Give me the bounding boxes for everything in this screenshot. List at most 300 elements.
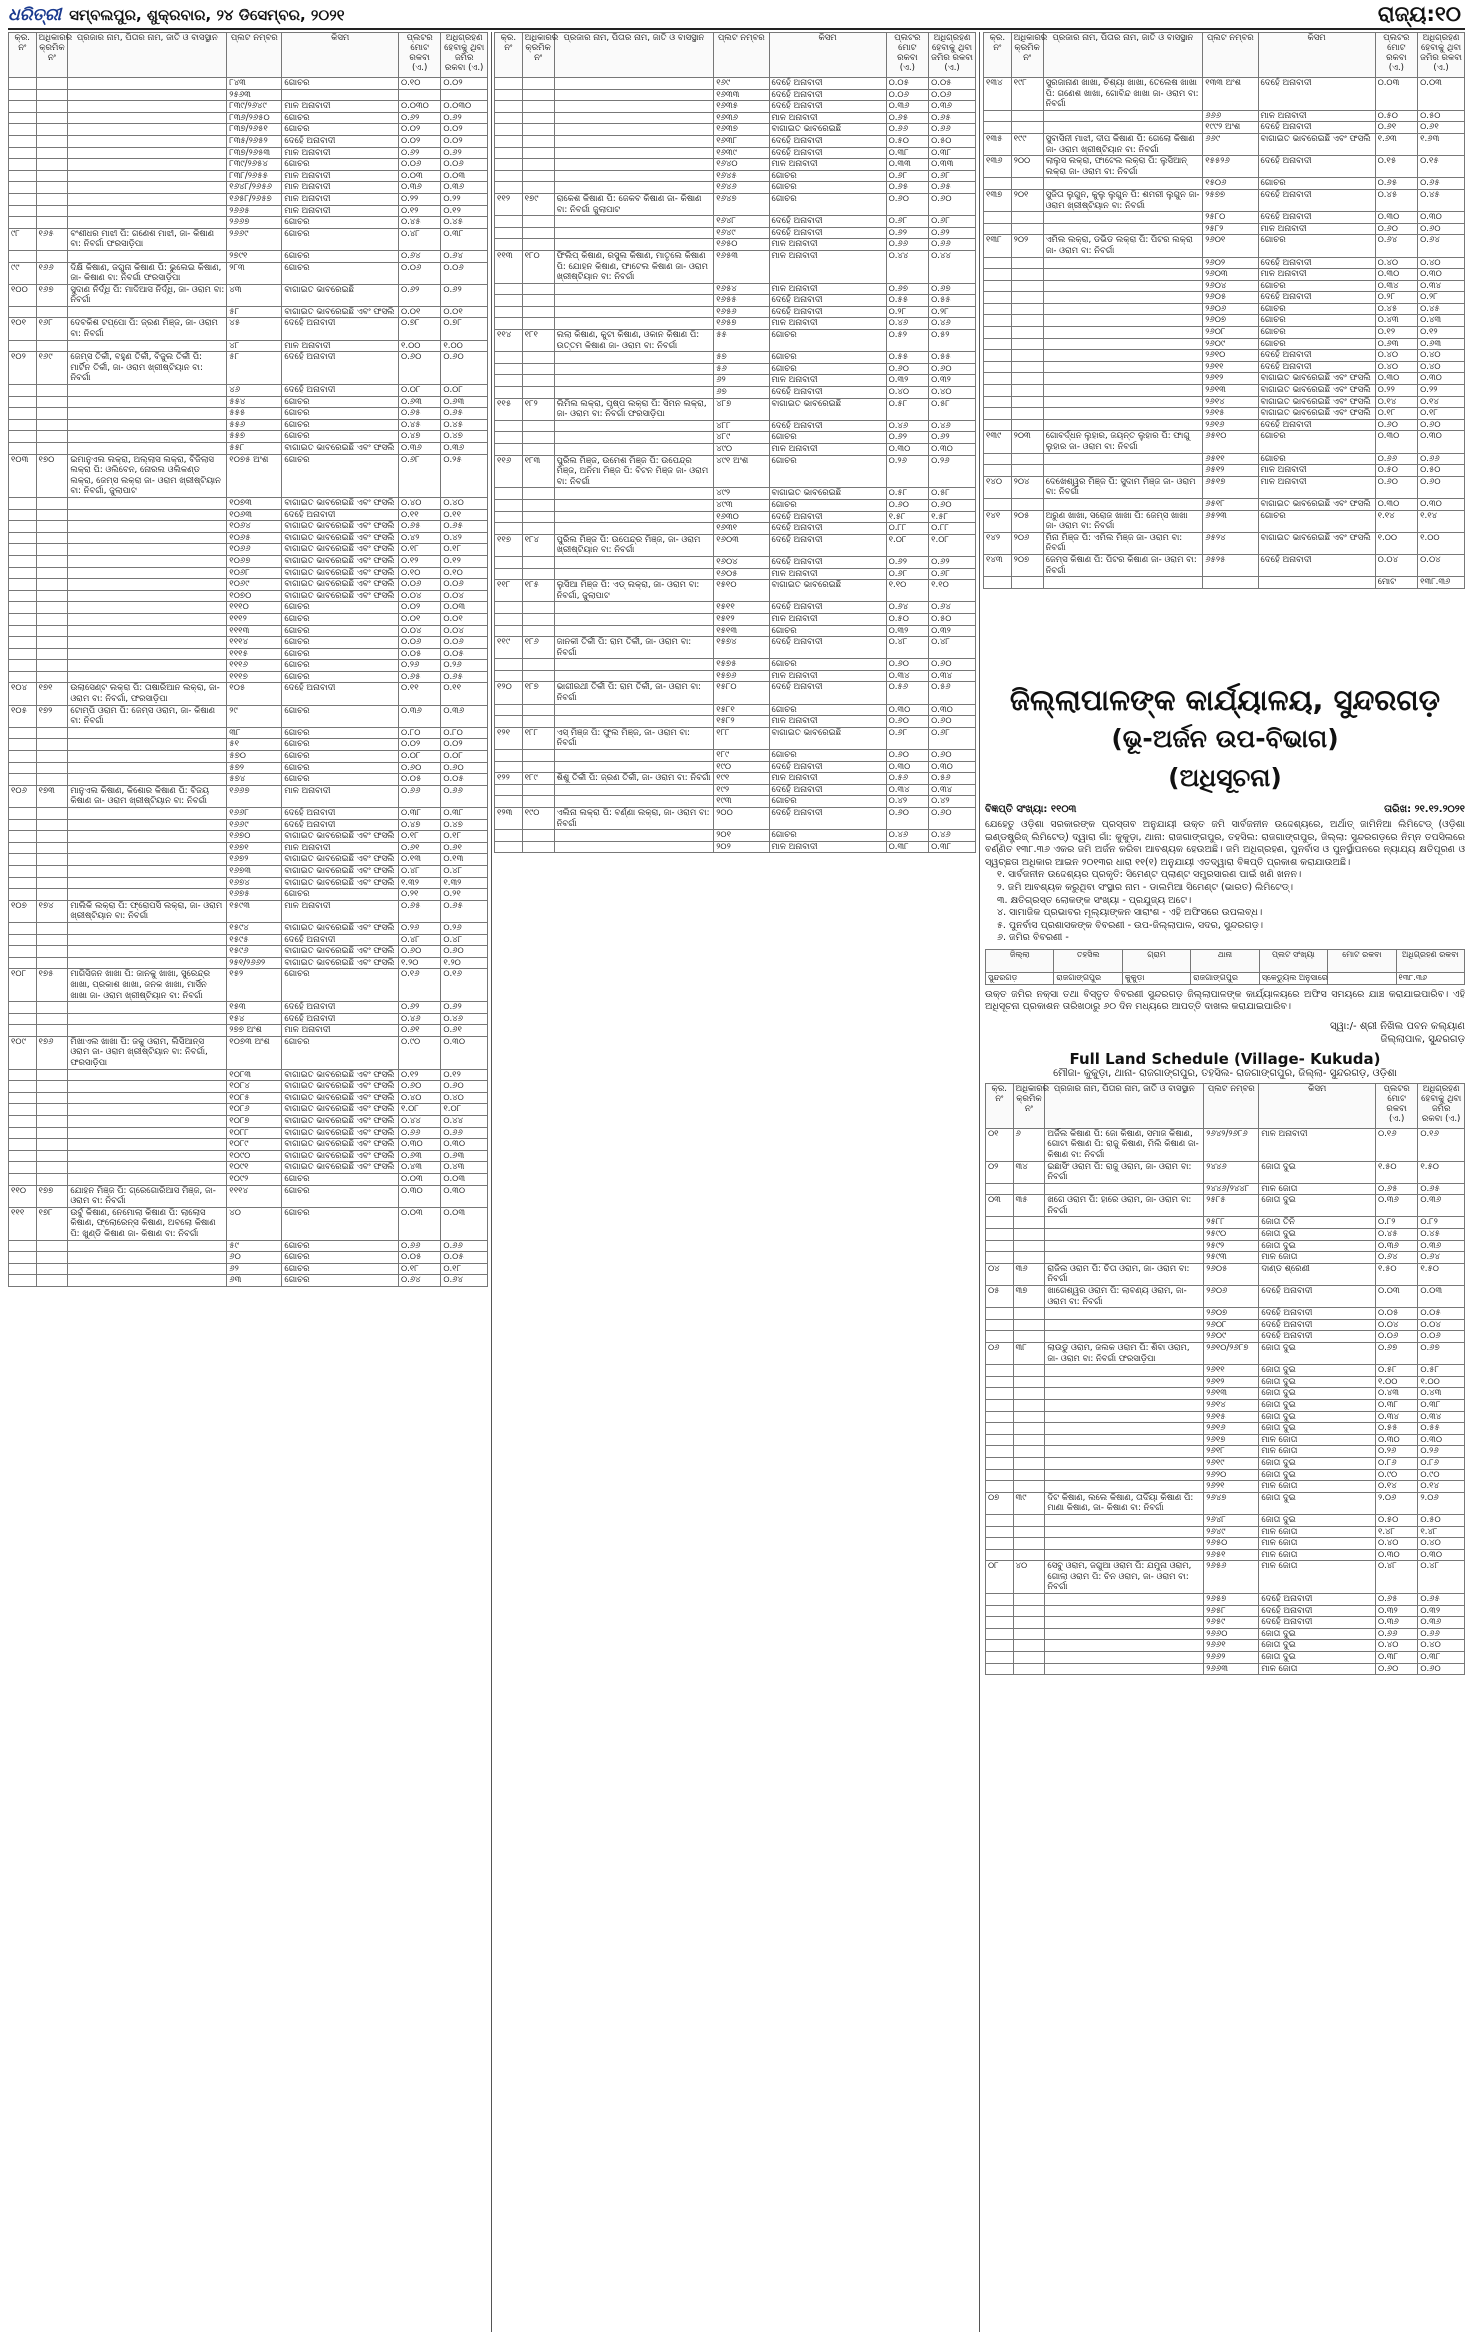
table-cell <box>68 182 227 194</box>
table-cell: ଗୋଚର <box>769 830 886 842</box>
table-cell: ୧୯୩ <box>714 796 769 808</box>
table-cell <box>554 488 714 500</box>
table-cell: ୫୯ <box>227 1240 282 1252</box>
table-cell: ମାଳ ଜୋତା <box>1259 1538 1376 1550</box>
table-cell: ୧.୨୦ <box>441 957 488 969</box>
table-row <box>495 499 976 511</box>
table-cell: ୦.୦୩ <box>1375 78 1418 111</box>
table-cell: ୦.୪୨ <box>441 532 488 544</box>
table-cell: ଜୋତା ଦୁଇ <box>1259 1399 1376 1411</box>
table-row <box>495 375 976 387</box>
table-cell <box>522 387 554 399</box>
table-cell <box>522 796 554 808</box>
table-cell <box>1045 1365 1204 1377</box>
table-row <box>986 1481 1465 1493</box>
table-cell: ୦.୪୫ <box>398 217 440 229</box>
land-table-3 <box>983 32 1465 589</box>
table-cell <box>495 420 523 432</box>
table-cell: ୦.୩୨ <box>1418 1605 1465 1617</box>
table-cell: ୨୫୮୮ <box>1204 1217 1259 1229</box>
table-cell: ୨୬୫୧ <box>1204 1549 1259 1561</box>
table-cell: ୧.୪୮ <box>1375 1526 1417 1538</box>
table-cell: ବାଗାଇତ ଭାବରେଇଛି ଏବଂ ଫସଲି <box>282 443 399 455</box>
column-header: ପ୍ଲଟ ନମ୍ବର <box>1204 1083 1259 1128</box>
table-cell <box>522 306 554 318</box>
table-cell: ୦.୩୬ <box>398 705 440 727</box>
table-cell <box>1045 1388 1204 1400</box>
table-cell: ଗୋଚର <box>769 193 886 215</box>
table-cell: ୦.୩୦ <box>1418 431 1465 453</box>
table-cell <box>986 1481 1014 1493</box>
table-cell <box>1045 1252 1204 1264</box>
table-row <box>495 534 976 556</box>
table-cell <box>986 1229 1014 1241</box>
table-cell: ଗୋଚର <box>1258 431 1375 453</box>
column-header: ପ୍ଲଟର ମୋଟ ରକବା (ଏ.) <box>1375 33 1418 78</box>
table-cell: ୦.୦୧ <box>441 306 488 318</box>
table-cell <box>984 223 1012 235</box>
table-row <box>986 1514 1465 1526</box>
table-cell <box>522 159 554 171</box>
table-cell: ୩୯ <box>1013 1492 1045 1514</box>
table-cell: ମାଳ ଜୋତା <box>1259 1446 1376 1458</box>
table-cell: ୧୮୯ <box>522 773 554 785</box>
table-cell: ବାଗାଇତ ଭାବରେଇଛି <box>282 284 399 306</box>
table-cell: ୦.୬୩ <box>398 396 440 408</box>
table-cell: ମାଳ ଅନାବାଦୀ <box>769 283 886 295</box>
table-cell: ୦.୬୬ <box>1418 1628 1465 1640</box>
table-cell <box>495 112 523 124</box>
table-cell: ଜୋତା ଦୁଇ <box>1259 1343 1376 1365</box>
table-cell <box>1045 1481 1204 1493</box>
table-cell: ଦେହେଁ ଅନାବାଦୀ <box>769 523 886 535</box>
table-cell: ଗୋଚର <box>769 432 886 444</box>
table-row <box>9 808 488 820</box>
table-cell: ୦.୭୮ <box>398 318 440 340</box>
table-cell: ୦.୬୨ <box>441 112 488 124</box>
table-cell <box>522 239 554 251</box>
table-cell <box>68 579 227 591</box>
table-cell <box>9 1240 37 1252</box>
table-cell <box>36 625 68 637</box>
table-cell: ଗୋଚର <box>282 419 399 431</box>
table-cell: ମାଳ ଅନାବାଦୀ <box>769 375 886 387</box>
table-cell <box>984 361 1012 373</box>
table-cell: ୧୮୯ <box>714 750 769 762</box>
table-cell: ୦.୬୬ <box>1418 453 1465 465</box>
table-cell <box>984 408 1012 420</box>
table-row <box>986 1308 1465 1320</box>
table-cell <box>68 957 227 969</box>
table-cell: ୧୩୯ <box>984 431 1012 453</box>
table-cell: ଗୋଚର <box>1258 510 1375 532</box>
table-cell: ପୁରିଲ ମିଞ୍ଜ ପି: ଉପେନ୍ଦ୍ର ମିଞ୍ଜ, ଜା- ଓରାମ ଖ୍ରୀଷ୍ଟିୟାନ ବା: ନିବର୍ଗା <box>554 534 714 556</box>
table-row <box>984 465 1465 477</box>
table-cell: ୨୯ <box>227 705 282 727</box>
table-cell: ୦.୦୫ <box>441 774 488 786</box>
table-cell: ମାଳ ଜୋତା <box>1259 1549 1376 1561</box>
table-cell <box>9 819 37 831</box>
table-cell <box>984 315 1012 327</box>
table-row <box>495 625 976 637</box>
table-cell: ଜୋତା ଦୁଇ <box>1259 1161 1376 1183</box>
table-cell <box>495 432 523 444</box>
table-row <box>9 443 488 455</box>
table-cell <box>1013 1240 1045 1252</box>
table-cell: ୦.୩୮ <box>441 228 488 250</box>
table-row <box>9 1081 488 1093</box>
table-cell: ୦.୪୨ <box>398 532 440 544</box>
table-row <box>9 877 488 889</box>
table-cell: ୦.୬୨ <box>398 147 440 159</box>
table-cell: ୦.୫୮ <box>886 488 929 500</box>
table-cell <box>984 257 1012 269</box>
table-cell: ୦.୩୦ <box>1375 431 1418 453</box>
table-cell: ୦.୬୪ <box>886 602 929 614</box>
table-row <box>495 227 976 239</box>
table-cell: ୨୬୨୧ <box>1204 1481 1259 1493</box>
column-header: ପ୍ଲଟର ମୋଟ ରକବା (ଏ.) <box>1375 1083 1417 1128</box>
table-cell: ୦.୬୭ <box>1375 1343 1417 1365</box>
table-cell: ୦.୩୦ <box>1418 212 1465 224</box>
table-row <box>495 761 976 773</box>
table-cell: ୧୬୬୮ <box>227 808 282 820</box>
table-cell <box>9 625 37 637</box>
table-cell <box>984 396 1012 408</box>
table-cell: ୧୬୩୫ <box>714 101 769 113</box>
table-cell <box>9 831 37 843</box>
table-cell: ଗୋଚର <box>282 727 399 739</box>
table-row <box>986 1319 1465 1331</box>
table-cell: ଦେହେଁ ଅନାବାଦୀ <box>282 352 399 385</box>
table-cell <box>36 419 68 431</box>
notice-date: ତାରିଖ: ୨୧.୧୨.୨୦୨୧ <box>1384 804 1465 815</box>
table-cell <box>1045 1411 1204 1423</box>
table-cell: ଦେହେଁ ଅନାବାଦୀ <box>769 227 886 239</box>
table-cell <box>1045 1663 1204 1675</box>
table-cell <box>68 1069 227 1081</box>
table-cell: ୦.୦୬ <box>398 262 440 284</box>
table-cell: ମୋଟ <box>1375 577 1418 589</box>
table-cell <box>1045 1319 1204 1331</box>
table-cell: ୦.୨୬ <box>929 455 976 488</box>
table-cell: ୦.୫୫ <box>886 295 929 307</box>
table-cell <box>495 239 523 251</box>
table-cell: ୧୬୫୭ <box>714 318 769 330</box>
table-cell: ୧୨୦ <box>495 682 523 704</box>
table-cell <box>1045 1399 1204 1411</box>
table-row <box>495 455 976 488</box>
table-cell: ୧୯୯ <box>1011 133 1043 155</box>
table-cell: ୫୧ <box>227 739 282 751</box>
table-cell: ଦିକ୍ଷି କିଷାଣ, ଜଗୁନା କିଷାଣ ପି: ଭୁଲେଇ କିଷାଣ, ଜା- କିଷାଣ ବା: ନିବର୍ଗା ଫରସାଡ଼ିପା <box>68 262 227 284</box>
table-cell <box>1013 1308 1045 1320</box>
table-cell: ୦.୫୬ <box>929 682 976 704</box>
table-cell <box>36 544 68 556</box>
table-cell <box>1328 972 1396 984</box>
table-cell: ୦.୮୬ <box>1375 1457 1417 1469</box>
table-cell <box>554 830 714 842</box>
table-cell <box>986 1469 1014 1481</box>
table-cell: ଗୋଚର <box>769 499 886 511</box>
table-row <box>9 1207 488 1240</box>
column-header: ଅଧିକାରର କ୍ରମିକ ନଂ <box>36 33 68 78</box>
table-cell: ୦.୫୨ <box>929 330 976 352</box>
table-cell: ଗୋଚର <box>769 352 886 364</box>
table-cell: ୦.୩୦ <box>1375 1434 1417 1446</box>
table-cell: ୦.୪୮ <box>1375 1561 1417 1594</box>
table-cell: ୦.୬୫ <box>1375 178 1418 190</box>
column-header: ତହସିଲ <box>1054 949 1122 972</box>
table-cell: ମାଲିକି ଲକ୍ରା ପି: ଫ୍ରୋପସି ଲକ୍ରା, ଜା- ଓରାମ ଖ୍ରୀଷ୍ଟିୟାନ ବା: ନିବର୍ଗା <box>68 900 227 922</box>
table-cell: ୦.୨୬ <box>398 660 440 672</box>
table-cell <box>36 1263 68 1275</box>
table-cell <box>9 808 37 820</box>
acquisition-notice <box>985 680 1465 1675</box>
table-cell: ୦.୫୬ <box>929 773 976 785</box>
table-row <box>495 170 976 182</box>
table-cell: ୧୬୭୩ <box>227 865 282 877</box>
table-cell: ୦.୪୭ <box>441 819 488 831</box>
table-row <box>986 1399 1465 1411</box>
table-cell: ବାଗାଇତ ଭାବରେଇଛି <box>769 727 886 749</box>
table-cell: ୦.୨୨ <box>1418 385 1465 397</box>
table-cell <box>554 602 714 614</box>
table-cell: ୦.୨୬ <box>886 455 929 488</box>
table-row <box>9 497 488 509</box>
table-row <box>9 1263 488 1275</box>
table-cell <box>495 796 523 808</box>
table-row <box>986 1388 1465 1400</box>
table-cell: ୦.୪୦ <box>1418 257 1465 269</box>
table-cell <box>68 922 227 934</box>
table-row <box>9 762 488 774</box>
table-row <box>495 830 976 842</box>
table-cell <box>495 101 523 113</box>
table-cell: ବାଗାଇତ ଭାବରେଇଛି ଏବଂ ଫସଲି <box>1258 532 1375 554</box>
table-cell <box>68 443 227 455</box>
table-cell <box>9 1116 37 1128</box>
table-cell: ବାଗାଇତ ଭାବରେଇଛି ଏବଂ ଫସଲି <box>1258 408 1375 420</box>
table-cell: ଜୋତା ଦୁଇ <box>1259 1195 1376 1217</box>
table-cell: ୨୬୫୭ <box>1204 1594 1259 1606</box>
table-cell: ୧୧୩ <box>495 250 523 283</box>
table-cell <box>984 212 1012 224</box>
table-cell: ମାଳ ଜୋତା <box>1259 1526 1376 1538</box>
table-cell: ୫୭ <box>714 352 769 364</box>
table-cell: ୦.୪୬ <box>929 420 976 432</box>
table-cell: ୨୬୬୫ <box>227 205 282 217</box>
table-cell <box>36 808 68 820</box>
table-cell: ୦.୬୮ <box>886 727 929 749</box>
table-row <box>495 704 976 716</box>
table-cell: ୨୬୧୫ <box>1203 408 1258 420</box>
table-cell <box>1011 350 1043 362</box>
table-cell: ୧୬୦୩ <box>714 534 769 556</box>
table-cell <box>522 784 554 796</box>
page-label: ରାଜ୍ୟ:୧୦ <box>1377 2 1461 26</box>
table-cell: ଦେହେଁ ଅନାବାଦୀ <box>1259 1605 1376 1617</box>
table-cell: ୧୫୧୩ <box>714 625 769 637</box>
table-cell: ୦.୫୦ <box>1375 1514 1417 1526</box>
table-cell: ୨୬୦୭ <box>1203 315 1258 327</box>
table-cell: ୦.୬୫ <box>441 408 488 420</box>
table-row <box>986 1663 1465 1675</box>
table-cell <box>1043 280 1203 292</box>
table-cell: ୧୦୭୫ ଅଂଶ <box>227 454 282 497</box>
table-cell: ବାଗାଇତ ଭାବରେଇଛି ଏବଂ ଫସଲି <box>282 865 399 877</box>
table-cell <box>1011 122 1043 134</box>
table-cell: ୧୩୭ <box>984 189 1012 211</box>
table-cell: ୧୮୭ <box>522 682 554 704</box>
table-row <box>9 1139 488 1151</box>
table-cell: ଦେହେଁ ଅନାବାଦୀ <box>1258 189 1375 211</box>
table-cell <box>522 830 554 842</box>
table-cell: ଗୋଚର <box>282 112 399 124</box>
table-cell: ୦.୧୦ <box>441 567 488 579</box>
table-cell <box>984 419 1012 431</box>
table-cell: ୧୦୬୭ <box>227 555 282 567</box>
table-cell: ୧୧୧୬ <box>227 660 282 672</box>
table-header-row <box>986 1083 1465 1128</box>
table-row <box>9 454 488 497</box>
table-cell <box>68 193 227 205</box>
table-cell <box>68 842 227 854</box>
table-cell: ୦.୧୦ <box>398 78 440 90</box>
table-cell <box>36 1240 68 1252</box>
table-cell <box>68 544 227 556</box>
table-cell: ୬୩ <box>227 1275 282 1287</box>
table-cell: ୦.୦୧ <box>441 613 488 625</box>
table-row <box>495 387 976 399</box>
table-cell: ୦.୬୬ <box>929 124 976 136</box>
table-cell: ୧୬୮ <box>36 318 68 340</box>
table-cell: ୦.୩୪ <box>929 670 976 682</box>
table-cell: ୧୧୧୫ <box>227 648 282 660</box>
table-cell: ମାଳ ଜୋତା <box>1259 1434 1376 1446</box>
table-cell: ୦.୪୫ <box>398 419 440 431</box>
table-cell: ୧୧୬ <box>495 455 523 488</box>
table-cell: ୨.୦୬ <box>1375 1492 1417 1514</box>
table-cell: ଗୋଚର <box>769 750 886 762</box>
table-cell: ୦.୩୬ <box>929 101 976 113</box>
table-cell: ୨୬୪୯ <box>1204 1526 1259 1538</box>
table-cell: ୦.୩୦ <box>929 444 976 456</box>
table-cell <box>68 1150 227 1162</box>
table-row <box>9 89 488 101</box>
table-row <box>9 159 488 171</box>
table-row <box>986 1423 1465 1435</box>
table-row <box>495 602 976 614</box>
table-cell <box>986 1217 1014 1229</box>
table-cell: ୨୪୪୬ <box>1204 1161 1259 1183</box>
table-cell <box>36 1275 68 1287</box>
table-cell: ଗୋଚର <box>282 705 399 727</box>
table-cell <box>495 523 523 535</box>
table-row <box>986 1457 1465 1469</box>
table-cell: ୨୫୯୩ <box>1204 1252 1259 1264</box>
column-header: ଅଧିଗ୍ରହଣ ହେବାକୁ ଥିବା ଜମିର ରକବା (ଏ.) <box>929 33 976 78</box>
table-cell <box>986 1331 1014 1343</box>
table-cell <box>1011 223 1043 235</box>
table-cell: ଅର୍ଜିଲ କିଷାଣ ପି: ଜୋ କିଷାଣ, ସମାଜ କିଷାଣ, ଗୋଟା କିଷାଣ ପି: ରାଜୁ କିଷାଣ, ମିଲି କିଷାଣ ଜା- କିଷାଣ ବା: ନିବର୍ଗା <box>1045 1128 1204 1161</box>
table-cell <box>1011 577 1043 589</box>
table-cell: ୦.୩୬ <box>441 443 488 455</box>
table-cell <box>9 946 37 958</box>
table-cell <box>986 1514 1014 1526</box>
column-header: ଅଧିଗ୍ରହଣ ହେବାକୁ ଥିବା ଜମିର ରକବା (ଏ.) <box>1418 1083 1465 1128</box>
table-cell: ୧୬୭୫ <box>227 889 282 901</box>
table-cell <box>1011 212 1043 224</box>
table-cell: ୧୭୦ <box>36 454 68 497</box>
table-cell: ୧୬୪୫ <box>714 170 769 182</box>
table-cell: ଇଛାସିଂ ଓରାମ ପି: ରାଜୁ ଓରାମ, ଜା- ଓରାମ ବା: ନିବର୍ଗା <box>1045 1161 1204 1183</box>
table-header-row <box>986 949 1465 972</box>
table-cell: ୨୫୬୩ <box>227 89 282 101</box>
table-cell: ୦.୪୨ <box>886 796 929 808</box>
table-row <box>9 785 488 807</box>
table-cell <box>495 216 523 228</box>
table-cell <box>9 1162 37 1174</box>
table-cell: ୧୧୯ <box>495 637 523 659</box>
table-row <box>495 182 976 194</box>
table-cell: ୦.୫୮ <box>886 398 929 420</box>
table-header-row <box>9 33 488 78</box>
table-cell <box>1045 1229 1204 1241</box>
table-cell: ବାଗାଇତ ଭାବରେଇଛି ଏବଂ ଫସଲି <box>282 1069 399 1081</box>
table-cell: ୦.୪୬ <box>398 1013 440 1025</box>
table-cell <box>1045 1549 1204 1561</box>
table-cell: ୦.୩୪ <box>1418 1411 1465 1423</box>
table-cell: ୦.୬୮ <box>929 216 976 228</box>
table-cell: ୦.୬୨ <box>886 556 929 568</box>
table-row <box>495 135 976 147</box>
table-cell: ୦.୩୬ <box>1375 1617 1417 1629</box>
table-cell: ଲଲା କିଷାଣ, କୁଟା କିଷାଣ, ଓକାନ କିଷାଣ ପି: ଉତ୍ତମ କିଷାଣ ଜା- ଓରାମ ବା: ନିବର୍ଗା <box>554 330 714 352</box>
table-row <box>9 671 488 683</box>
table-cell <box>1013 1399 1045 1411</box>
table-cell <box>1011 465 1043 477</box>
table-cell <box>36 170 68 182</box>
table-row <box>9 170 488 182</box>
table-cell: ୦.୧୦ <box>398 567 440 579</box>
table-cell <box>1043 350 1203 362</box>
table-cell: ୧୯୯୨ ଅଂଶ <box>1203 122 1258 134</box>
table-cell <box>986 1594 1014 1606</box>
table-cell: ୦.୬୦ <box>441 946 488 958</box>
table-cell: ୦.୪୦ <box>1375 1640 1417 1652</box>
table-cell: ଦେହେଁ ଅନାବାଦୀ <box>1258 78 1375 111</box>
table-cell: ୦.୩୦ <box>1418 498 1465 510</box>
table-cell <box>9 419 37 431</box>
table-cell: ୧୬୬୭ <box>227 785 282 807</box>
table-cell: ଜୋତା ଦୁଇ <box>1259 1514 1376 1526</box>
table-cell: ବାଗାଇତ ଭାବରେଇଛି ଏବଂ ଫସଲି <box>282 521 399 533</box>
table-cell <box>986 1446 1014 1458</box>
table-row <box>495 306 976 318</box>
table-cell <box>522 135 554 147</box>
table-row <box>984 212 1465 224</box>
table-cell <box>984 327 1012 339</box>
table-cell: ୦.୪୫ <box>1375 189 1418 211</box>
table-row <box>984 408 1465 420</box>
table-row <box>984 338 1465 350</box>
table-cell <box>522 716 554 728</box>
table-cell <box>68 1127 227 1139</box>
table-cell: ୦.୫୬ <box>886 682 929 704</box>
table-cell <box>522 216 554 228</box>
table-cell: ଦେହେଁ ଅନାବାଦୀ <box>282 509 399 521</box>
